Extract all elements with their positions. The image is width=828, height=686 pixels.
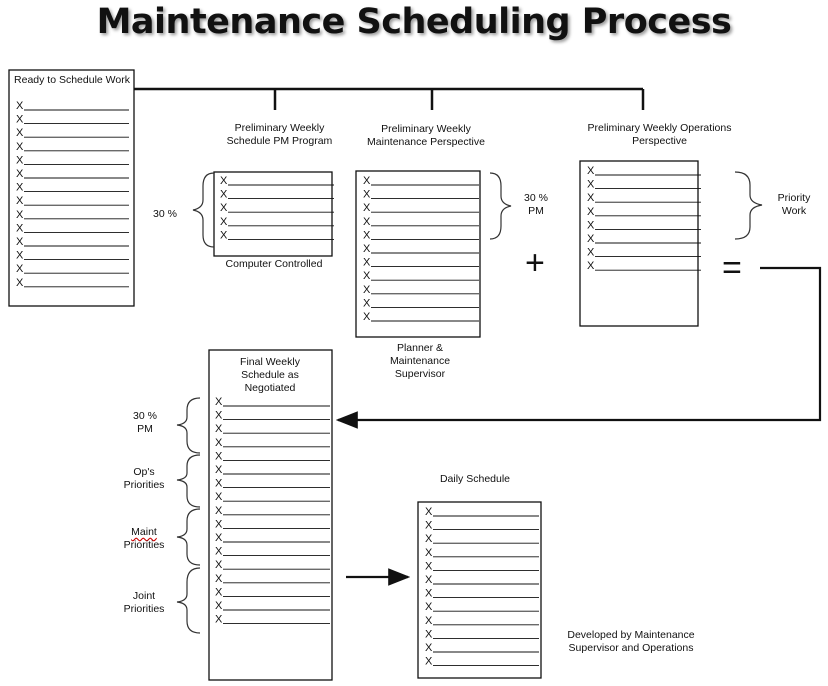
row-marker: X (587, 192, 595, 205)
row-marker: X (363, 175, 371, 187)
row-marker: X (16, 249, 24, 262)
row-marker: X (425, 546, 433, 559)
brace-ops-priorities (177, 455, 200, 507)
brace-label-maint-priorities (116, 526, 172, 552)
row-marker: X (16, 154, 24, 167)
row-marker: X (587, 178, 595, 191)
label-final-weekly: Final Weekly Schedule as Negotiated (240, 356, 300, 394)
row-marker: X (215, 532, 223, 544)
row-marker: X (16, 276, 24, 289)
row-marker: X (16, 208, 24, 221)
row-marker: X (16, 263, 24, 276)
row-marker: X (220, 215, 228, 228)
row-marker: X (215, 464, 223, 476)
row-marker: X (220, 188, 228, 201)
row-marker: X (363, 311, 371, 323)
row-marker: X (363, 270, 371, 283)
equals-operator: = (722, 249, 742, 287)
row-marker: X (16, 195, 24, 208)
row-marker: X (425, 655, 433, 668)
row-marker: X (220, 175, 228, 187)
row-marker: X (363, 283, 371, 296)
brace-final-30-pm (177, 398, 200, 453)
row-marker: X (363, 215, 371, 228)
row-marker: X (363, 243, 371, 255)
row-marker: X (16, 140, 24, 153)
brace-label-final-30-pm: 30 % PM (133, 410, 157, 435)
caption-daily-developed: Developed by Maintenance Supervisor and Operations (567, 629, 695, 654)
list-box-ready (9, 70, 134, 306)
row-marker: X (425, 642, 433, 654)
row-marker: X (587, 246, 595, 259)
row-marker: X (16, 113, 24, 126)
row-marker: X (587, 165, 595, 177)
row-marker: X (425, 519, 433, 532)
row-marker: X (215, 600, 223, 612)
row-marker: X (215, 518, 223, 531)
brace-label-maint-30-pm: 30 % PM (524, 192, 548, 217)
row-marker: X (220, 229, 228, 242)
label-ready-to-schedule: Ready to Schedule Work (14, 74, 130, 86)
row-marker: X (16, 168, 24, 180)
label-ops-perspective: Preliminary Weekly Operations Perspective (587, 122, 732, 147)
brace-maint-30-pm (490, 173, 511, 239)
brace-label-priorities-word: Priorities (123, 539, 165, 551)
brace-joint-priorities (177, 568, 200, 633)
row-marker: X (363, 297, 371, 310)
row-marker: X (215, 409, 223, 422)
row-marker: X (16, 236, 24, 248)
row-marker: X (425, 574, 433, 586)
row-marker: X (215, 491, 223, 504)
row-marker: X (425, 587, 433, 600)
row-marker: X (215, 450, 223, 463)
row-marker: X (363, 256, 371, 269)
row-marker: X (215, 613, 223, 626)
list-box-ops-perspective (580, 161, 698, 326)
label-pm-program: Preliminary Weekly Schedule PM Program (226, 122, 333, 147)
brace-label-pm-30: 30 % (153, 208, 177, 220)
row-marker: X (363, 188, 371, 201)
row-marker: X (363, 202, 371, 215)
row-marker: X (215, 504, 223, 517)
row-marker: X (215, 477, 223, 490)
list-box-maint-perspective (356, 171, 480, 337)
row-marker: X (215, 436, 223, 449)
row-marker: X (215, 545, 223, 558)
row-marker: X (587, 260, 595, 273)
row-marker: X (425, 614, 433, 627)
row-marker: X (215, 423, 223, 436)
row-marker: X (16, 222, 24, 235)
page-title: Maintenance Scheduling Process (96, 2, 732, 42)
row-marker: X (587, 219, 595, 232)
row-marker: X (16, 127, 24, 140)
caption-computer-controlled: Computer Controlled (225, 258, 323, 270)
row-marker: X (587, 233, 595, 245)
brace-label-priority-work: Priority Work (777, 192, 811, 217)
row-marker: X (215, 586, 223, 599)
row-marker: X (220, 202, 228, 215)
brace-pm-30 (193, 173, 214, 247)
row-marker: X (425, 506, 433, 518)
brace-label-ops-priorities: Op's Priorities (123, 466, 165, 491)
label-daily-schedule: Daily Schedule (439, 473, 511, 485)
row-marker: X (215, 559, 223, 572)
row-marker: X (215, 572, 223, 585)
label-maint-perspective: Preliminary Weekly Maintenance Perspective (367, 123, 485, 148)
row-marker: X (425, 533, 433, 546)
row-marker: X (16, 181, 24, 194)
row-marker: X (215, 396, 223, 408)
row-marker: X (363, 229, 371, 242)
brace-priority-work (735, 172, 762, 239)
caption-planner-supervisor: Planner & Maintenance Supervisor (389, 342, 451, 380)
row-marker: X (425, 628, 433, 641)
brace-maint-priorities (177, 509, 200, 565)
row-marker: X (587, 205, 595, 218)
row-marker: X (425, 560, 433, 573)
plus-operator: + (525, 244, 545, 282)
brace-label-maint-word: Maint (131, 526, 157, 538)
row-marker: X (16, 100, 24, 112)
brace-label-joint-priorities: Joint Priorities (123, 590, 165, 615)
row-marker: X (425, 601, 433, 614)
